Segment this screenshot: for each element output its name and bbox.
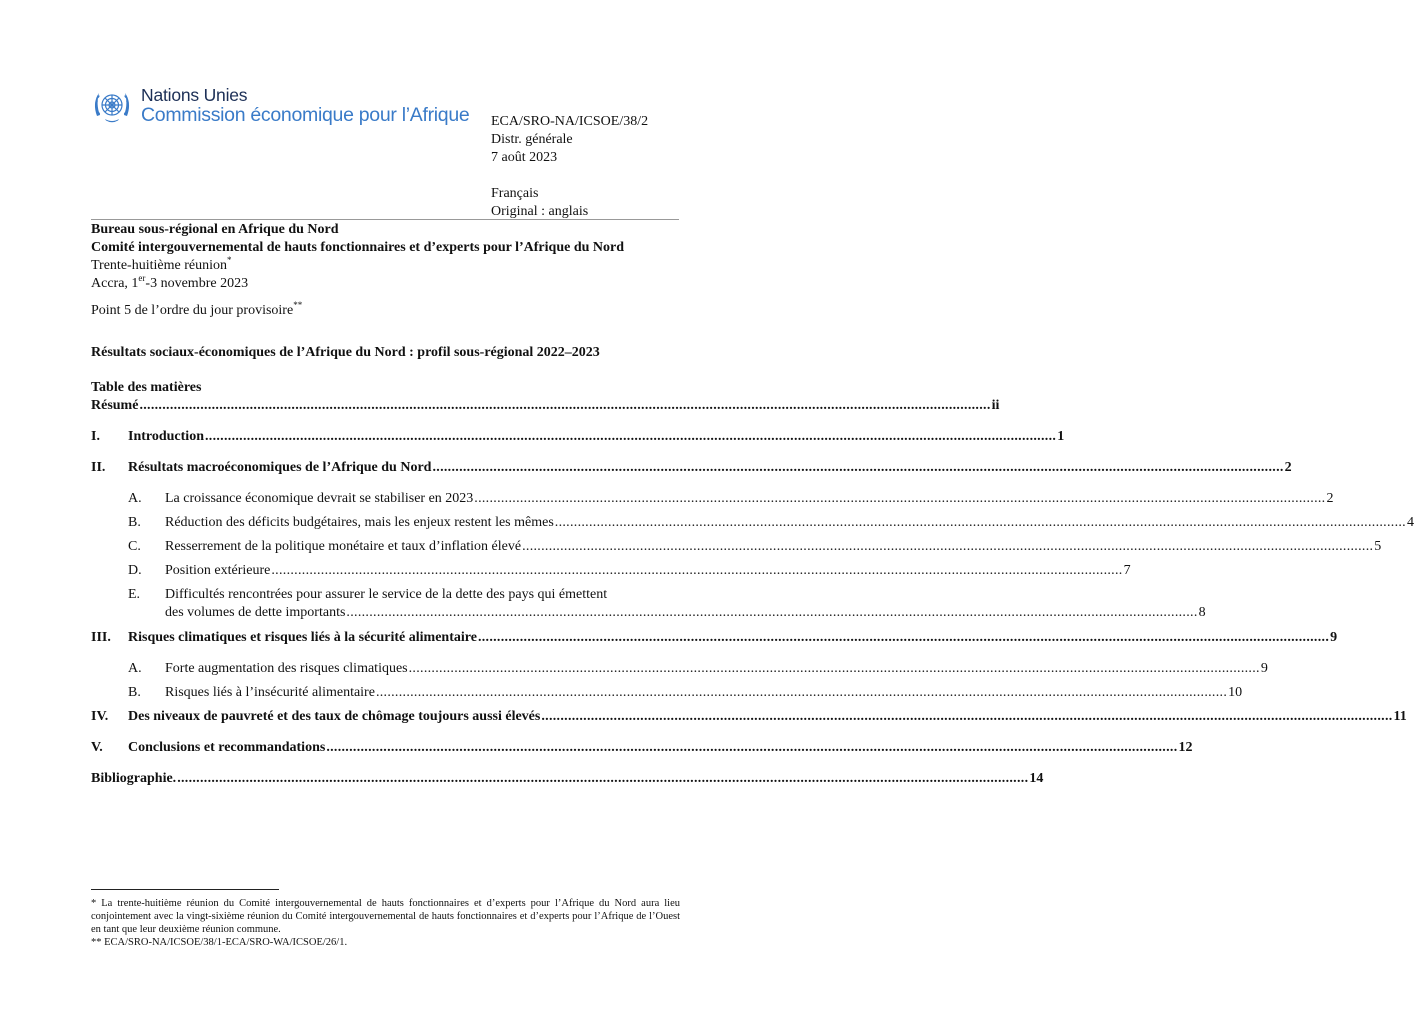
toc-entry-number: A. [128,661,142,676]
document-symbol-block [491,113,648,221]
toc-entry-page: ii [991,398,1000,413]
toc-entry-debt[interactable] [91,586,1206,622]
toc-entry-page: 2 [1284,460,1292,475]
header-divider [91,219,679,220]
session-name: Trente-huitième réunion [91,258,227,273]
un-eca-logo [91,86,469,126]
logo-commission-name: Commission économique pour l’Afrique [141,103,470,126]
toc-entry-number: B. [128,685,141,700]
place-date-line [91,275,691,293]
meeting-info [91,221,691,293]
toc-entry-page: 9 [1260,661,1268,676]
toc-entry-number: B. [128,515,141,530]
logo-organization-name: Nations Unies [141,85,248,105]
toc-entry-number: I. [91,429,100,444]
document-language: Français [491,186,539,201]
agenda-text: Point 5 de l’ordre du jour provisoire [91,303,294,318]
toc-entry-page: 11 [1393,709,1407,724]
committee-name: Comité intergouvernemental de hauts fonctionnaires et d’experts pour l’Afrique du Nord [91,240,625,255]
toc-entry-introduction[interactable] [91,428,1065,446]
toc-entry-title: Résultats macroéconomiques de l’Afrique du Nord [128,460,432,475]
toc-entry-title: Réduction des déficits budgétaires, mais les enjeux restent les mêmes [165,515,554,530]
footnote-1: * La trente-huitième réunion du Comité intergouvernemental de hauts fonctionnaires et d’experts pour l’Afrique du Nord aura lieu conjointement avec la vingt-sixième réunion du Comité intergouvernemental de hauts fonctionnaires et d’experts pour l’Afrique de l’Ouest en tant que leur deuxième réunion commune. [91,898,680,935]
toc-entry-number: C. [128,539,141,554]
agenda-footnote-mark: ** [293,300,303,310]
place-prefix: Accra, 1 [91,276,139,291]
toc-entry-page: 7 [1123,563,1131,578]
toc-entry-number: III. [91,630,111,645]
toc-entry-title: La croissance économique devrait se stabiliser en 2023 [165,491,474,506]
toc-entry-poverty[interactable] [91,708,1407,726]
toc-entry-page: 8 [1198,605,1206,620]
toc-entry-deficits[interactable] [91,514,1414,532]
toc-entry-page: 10 [1228,685,1243,700]
office-name: Bureau sous-régional en Afrique du Nord [91,222,339,237]
session-footnote-mark: * [226,255,232,265]
toc-entry-page: 12 [1178,740,1193,755]
toc-entry-title-continued: des volumes de dette importants [165,605,346,620]
toc-entry-title: Difficultés rencontrées pour assurer le service de la dette des pays qui émettent [165,587,608,602]
toc-entry-title: Risques liés à l’insécurité alimentaire [165,685,375,700]
toc-entry-title: Conclusions et recommandations [128,740,326,755]
document-code: ECA/SRO-NA/ICSOE/38/2 [491,114,649,129]
toc-entry-bibliography[interactable] [91,770,1044,788]
footnotes [91,897,680,949]
document-title: Résultats sociaux-économiques de l’Afrique du Nord : profil sous-régional 2022–2023 [91,345,600,360]
distribution: Distr. générale [491,132,573,147]
toc-entry-number: E. [128,587,141,602]
toc-entry-external[interactable] [91,562,1131,580]
toc-entry-number: A. [128,491,142,506]
toc-entry-number: V. [91,740,103,755]
ordinal-sup: er [138,273,146,283]
toc-entry-title: Introduction [128,429,204,444]
toc-entry-macro[interactable] [91,459,1292,477]
toc-entry-page: 2 [1326,491,1334,506]
toc-entry-title: Risques climatiques et risques liés à la sécurité alimentaire [128,630,477,645]
toc-entry-title: Bibliographie. [91,771,177,786]
footnote-divider [91,889,279,890]
session-line [91,257,691,275]
toc-entry-number: II. [91,460,106,475]
toc-entry-monetary[interactable] [91,538,1382,556]
toc-entry-page: 9 [1330,630,1338,645]
toc-entry-page: 14 [1029,771,1044,786]
toc-entry-climate[interactable] [91,629,1338,647]
toc-entry-resume[interactable] [91,397,1000,415]
un-emblem-icon [91,86,133,126]
agenda-item [91,300,303,319]
toc-entry-title: Résumé [91,398,139,413]
toc-entry-title: Des niveaux de pauvreté et des taux de chômage toujours aussi élevés [128,709,541,724]
toc-entry-page: 1 [1057,429,1065,444]
toc-entry-title: Forte augmentation des risques climatiques [165,661,408,676]
toc-entry-number: IV. [91,709,109,724]
document-date: 7 août 2023 [491,150,558,165]
toc-entry-climate-risks[interactable] [91,660,1268,678]
toc-entry-title: Position extérieure [165,563,271,578]
toc-entry-food-insecurity[interactable] [91,684,1243,702]
original-language: Original : anglais [491,204,589,219]
toc-entry-page: 5 [1374,539,1382,554]
toc-entry-title: Resserrement de la politique monétaire et taux d’inflation élevé [165,539,522,554]
toc-entry-conclusions[interactable] [91,739,1193,757]
table-of-contents [91,379,1414,786]
toc-entry-page: 4 [1406,515,1414,530]
place-suffix: -3 novembre 2023 [145,276,249,291]
footnote-2: ** ECA/SRO-NA/ICSOE/38/1-ECA/SRO-WA/ICSOE/26/1. [91,937,348,948]
toc-heading: Table des matières [91,380,202,395]
toc-entry-number: D. [128,563,142,578]
toc-entry-growth[interactable] [91,490,1334,508]
